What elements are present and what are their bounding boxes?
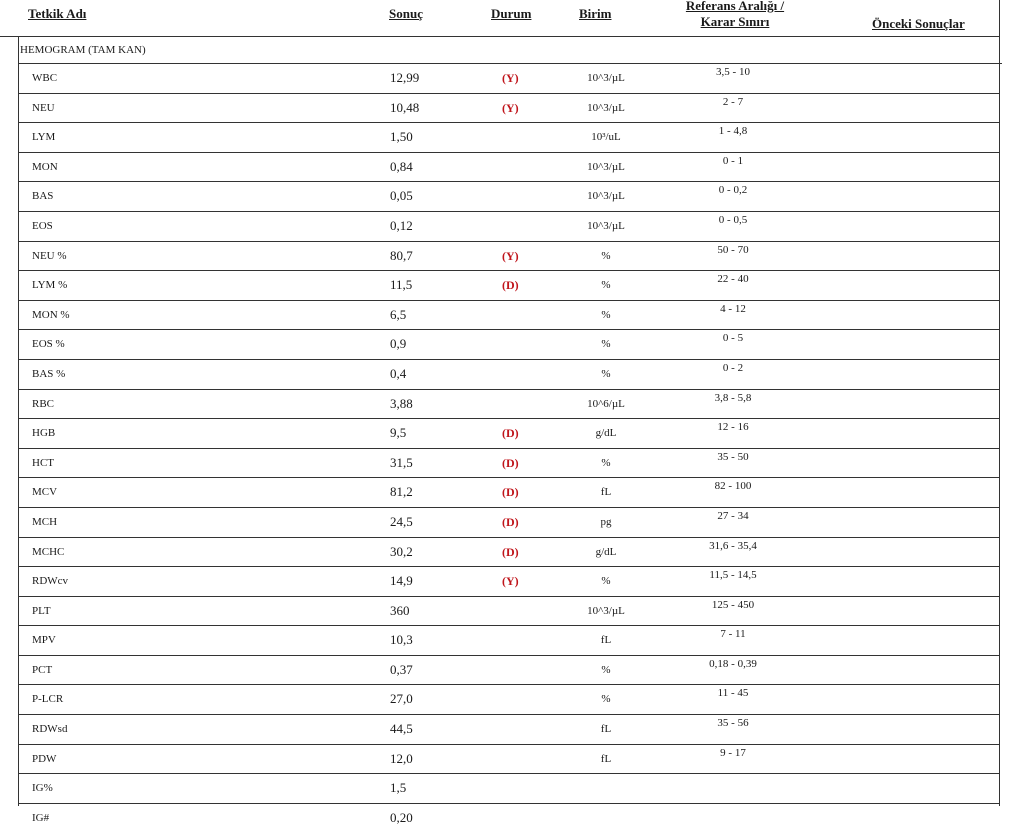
result-value: 0,12 [390,217,413,233]
reference-range: 7 - 11 [720,628,746,641]
result-value: 0,4 [390,365,407,381]
result-value: 11,5 [390,277,413,293]
reference-range: 31,6 - 35,4 [709,539,757,552]
test-name: BAS % [32,367,66,380]
reference-range: 1 - 4,8 [718,125,748,138]
result-value: 30,2 [390,543,413,559]
header-result: Sonuç [389,6,423,21]
reference-range: 12 - 16 [717,421,749,434]
result-value: 12,99 [390,70,420,85]
reference-range: 0 - 1 [722,154,744,167]
reference-range: 0 - 5 [722,332,744,345]
table-row [18,478,1000,508]
reference-range: 3,5 - 10 [716,66,750,78]
test-name: HCT [32,456,54,469]
result-value: 81,2 [390,484,413,500]
unit: 10^3/µL [587,604,625,617]
reference-range: 50 - 70 [717,243,749,256]
table-row [18,626,1000,656]
header-status: Durum [491,6,532,21]
test-name: PDW [32,752,57,765]
unit: fL [600,723,612,736]
unit: % [601,575,611,588]
test-name: MCHC [32,545,65,558]
reference-range: 11 - 45 [717,687,749,700]
test-name: RDWcv [32,575,69,588]
test-name: MCV [32,486,58,499]
unit: % [601,693,611,706]
test-name: NEU [32,101,55,114]
result-value: 27,0 [390,691,413,707]
reference-range: 4 - 12 [720,302,746,315]
test-name: HGB [32,427,56,440]
unit: 10³/uL [591,131,621,144]
header-reference-line1: Referans Aralığı / [685,0,785,13]
status-flag: (Y) [502,71,519,85]
reference-range: 22 - 40 [717,273,749,286]
test-name: LYM [32,131,56,144]
test-name: MON [32,160,58,173]
test-name: WBC [32,72,58,84]
result-value: 14,9 [390,573,413,589]
table-row [18,123,1000,153]
table-row [18,360,1000,390]
table-header [0,0,1000,37]
result-value: 3,88 [390,395,413,411]
unit: fL [600,752,612,765]
unit: fL [600,486,612,499]
unit: % [601,456,611,469]
status-flag: (D) [502,278,519,293]
table-row [18,804,1000,832]
test-name: NEU % [32,249,67,262]
result-value: 0,05 [390,188,413,204]
table-row [18,153,1000,183]
result-value: 360 [390,602,410,618]
result-value: 10,3 [390,632,413,648]
test-name: EOS % [32,338,65,351]
unit: % [601,338,611,351]
test-name: MCH [32,515,58,528]
status-flag: (Y) [502,574,519,589]
results-table-body [18,64,1000,832]
unit: g/dL [595,427,617,440]
table-row [18,745,1000,775]
status-flag: (D) [502,514,519,529]
table-row [18,449,1000,479]
table-row [18,567,1000,597]
result-value: 1,5 [390,780,407,796]
result-value: 10,48 [390,99,420,115]
reference-range: 3,8 - 5,8 [714,391,752,404]
table-row [18,685,1000,715]
reference-range: 11,5 - 14,5 [709,569,757,582]
result-value: 0,84 [390,158,413,174]
unit: pg [600,515,612,528]
header-unit: Birim [579,6,612,21]
unit: % [601,367,611,380]
result-value: 6,5 [390,306,407,322]
test-name: EOS [32,219,53,232]
unit: 10^3/µL [587,101,625,114]
header-test-name: Tetkik Adı [28,6,87,21]
status-flag: (Y) [502,100,519,115]
table-row [18,774,1000,804]
unit: g/dL [595,545,617,558]
status-flag: (D) [502,544,519,559]
unit: % [601,249,611,262]
unit: fL [600,634,612,647]
unit: 10^6/µL [587,397,625,410]
result-value: 9,5 [390,425,407,441]
table-row [18,656,1000,686]
unit: % [601,308,611,321]
table-row [18,508,1000,538]
test-name: IG# [32,811,50,824]
unit: % [601,663,611,676]
unit: 10^3/µL [587,160,625,173]
table-row [18,242,1000,272]
test-name: RDWsd [32,723,68,736]
reference-range: 0 - 0,2 [718,184,748,197]
header-reference-line2: Karar Sınırı [700,14,770,29]
result-value: 31,5 [390,454,413,470]
table-row [18,271,1000,301]
test-name: LYM % [32,279,68,292]
test-name: P-LCR [32,693,64,706]
result-value: 44,5 [390,721,413,737]
table-row [18,390,1000,420]
reference-range: 35 - 50 [717,450,749,463]
test-name: MON % [32,308,70,321]
result-value: 0,9 [390,336,407,352]
test-name: BAS [32,190,54,203]
reference-range: 27 - 34 [717,509,749,522]
header-reference [660,0,810,30]
result-value: 0,37 [390,661,413,677]
table-row [18,597,1000,627]
status-flag: (D) [502,455,519,470]
test-name: IG% [32,782,53,795]
status-flag: (D) [502,426,519,441]
reference-range: 0 - 0,5 [718,213,748,226]
result-value: 80,7 [390,247,413,263]
status-flag: (D) [502,485,519,500]
result-value: 24,5 [390,513,413,529]
reference-range: 125 - 450 [711,598,755,611]
table-row [18,301,1000,331]
unit: 10^3/µL [587,190,625,203]
table-row [18,182,1000,212]
table-row [18,419,1000,449]
table-row [18,538,1000,568]
reference-range: 35 - 56 [717,717,749,730]
header-previous-results: Önceki Sonuçlar [872,16,965,31]
test-name: PLT [32,604,51,617]
result-value: 0,20 [390,809,413,825]
test-name: RBC [32,397,55,410]
table-row [18,715,1000,745]
reference-range: 0 - 2 [722,361,744,374]
table-row [18,330,1000,360]
test-name: MPV [32,634,56,647]
reference-range: 9 - 17 [720,746,746,759]
status-flag: (Y) [502,248,519,263]
unit: % [601,279,611,292]
unit: 10^3/µL [587,72,625,84]
reference-range: 0,18 - 0,39 [709,657,757,670]
reference-range: 2 - 7 [722,95,744,108]
group-title: HEMOGRAM (TAM KAN) [18,37,1002,64]
table-row [18,64,1000,94]
test-name: PCT [32,663,53,676]
result-value: 12,0 [390,750,413,766]
reference-range: 82 - 100 [714,480,752,493]
unit: 10^3/µL [587,219,625,232]
table-row [18,212,1000,242]
result-value: 1,50 [390,129,413,145]
table-row [18,94,1000,124]
